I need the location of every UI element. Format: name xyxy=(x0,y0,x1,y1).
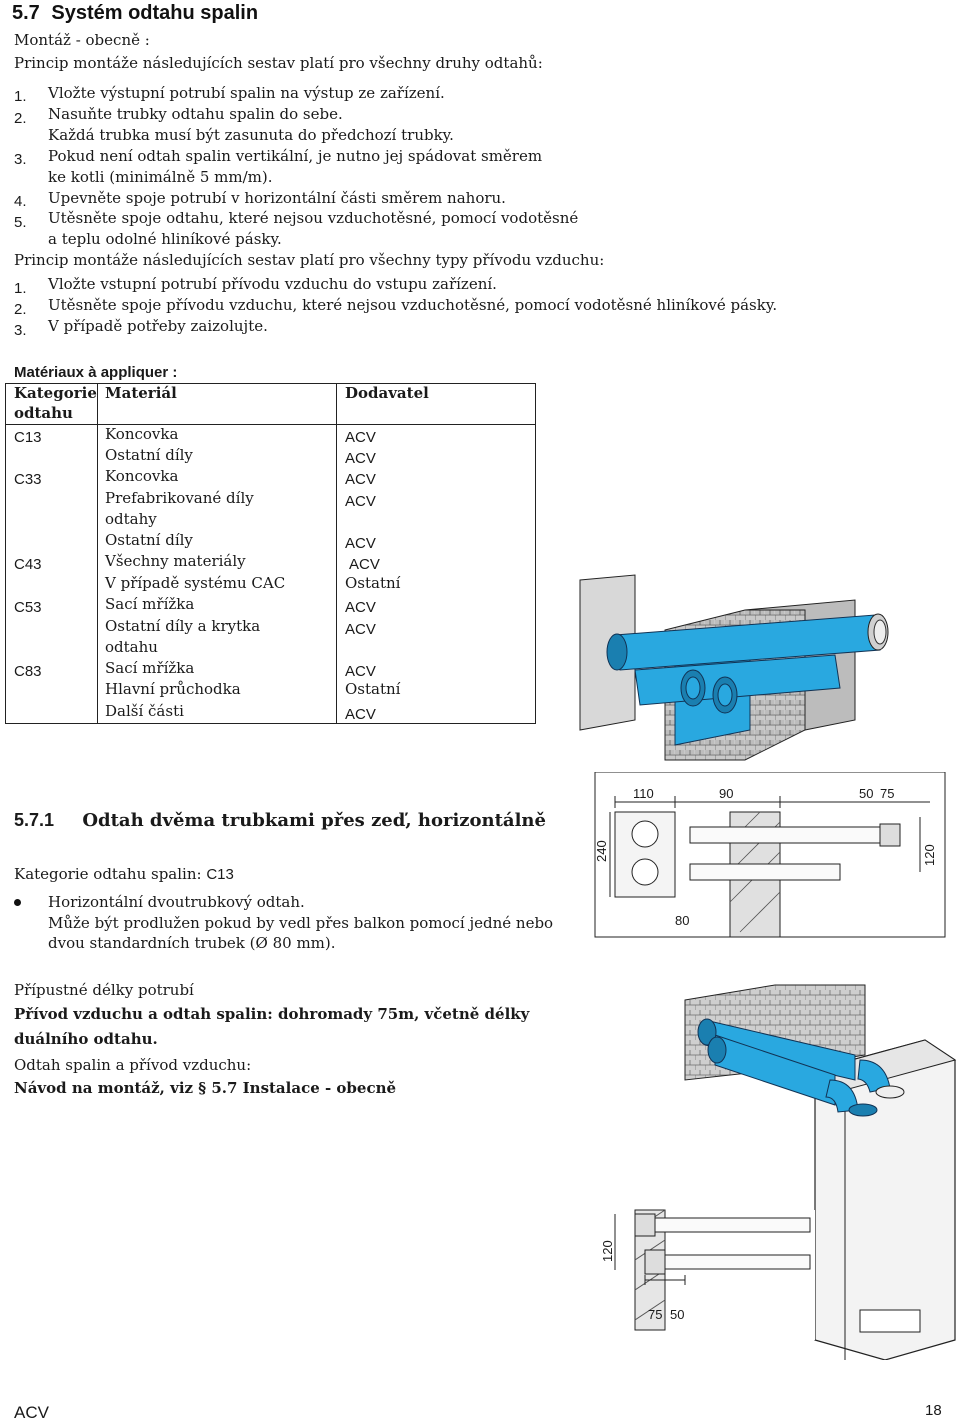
header-category: Kategorie xyxy=(14,384,97,402)
section-number: 5.7 xyxy=(12,2,40,24)
dim-75-bottom: 75 xyxy=(648,1307,663,1322)
table-cell-material: Sací mřížka xyxy=(105,659,195,677)
bullet-line: Horizontální dvoutrubkový odtah. xyxy=(48,893,305,911)
boiler-installation-illustration xyxy=(575,980,960,1360)
step-number: 2. xyxy=(14,110,27,127)
page-number: 18 xyxy=(925,1402,942,1419)
footer-brand: ACV xyxy=(14,1403,49,1422)
section-heading xyxy=(12,2,258,25)
step-number: 1. xyxy=(14,88,27,105)
table-cell-supplier: ACV xyxy=(349,556,380,573)
table-cell-supplier: ACV xyxy=(345,471,376,488)
step-text: Pokud není odtah spalin vertikální, je nutno jej spádovat směrem xyxy=(48,147,543,165)
pipes-through-wall-illustration xyxy=(575,570,960,765)
subsection-number: 5.7.1 xyxy=(14,810,55,830)
header-category-2: odtahu xyxy=(14,404,73,422)
table-cell-category: C53 xyxy=(14,599,42,616)
step-number: 5. xyxy=(14,214,27,231)
header-supplier: Dodavatel xyxy=(345,384,429,402)
table-cell-category: C13 xyxy=(14,429,42,446)
materials-table xyxy=(5,383,536,724)
step-text: V případě potřeby zaizolujte. xyxy=(48,317,268,335)
table-cell-supplier: ACV xyxy=(345,429,376,446)
subsection-title: Odtah dvěma trubkami přes zeď, horizontálně xyxy=(82,810,546,831)
dim-110: 110 xyxy=(633,786,654,801)
table-cell-supplier: ACV xyxy=(345,493,376,510)
category-line xyxy=(14,864,234,885)
dim-90: 90 xyxy=(719,786,734,801)
dim-75: 75 xyxy=(880,786,895,801)
table-cell-material: V případě systému CAC xyxy=(105,574,286,592)
table-cell-category: C83 xyxy=(14,663,42,680)
table-cell-material: Ostatní díly xyxy=(105,446,193,464)
step-text: Vložte vstupní potrubí přívodu vzduchu do vstupu zařízení. xyxy=(48,275,497,293)
step-text: Upevněte spoje potrubí v horizontální části směrem nahoru. xyxy=(48,189,506,207)
table-cell-supplier: ACV xyxy=(345,450,376,467)
dim-120-bottom: 120 xyxy=(600,1240,615,1262)
category-value: C13 xyxy=(206,866,234,883)
step-text: a teplu odolné hliníkové pásky. xyxy=(48,230,282,248)
materials-title: Matériaux à appliquer : xyxy=(14,364,178,381)
table-cell-supplier: ACV xyxy=(345,663,376,680)
step-number: 3. xyxy=(14,151,27,168)
table-cell-category: C33 xyxy=(14,471,42,488)
table-cell-supplier: ACV xyxy=(345,621,376,638)
bullet-icon xyxy=(14,899,21,906)
table-cell-material: Ostatní díly a krytka xyxy=(105,617,261,635)
table-cell-material: odtahy xyxy=(105,510,157,528)
step-number: 4. xyxy=(14,193,27,210)
step-number: 3. xyxy=(14,322,27,339)
table-cell-material: Další části xyxy=(105,702,184,720)
table-cell-material: Koncovka xyxy=(105,467,179,485)
lengths-label: Přípustné délky potrubí xyxy=(14,981,194,999)
table-cell-material: odtahu xyxy=(105,638,158,656)
table-column-divider xyxy=(97,383,98,724)
step-number: 1. xyxy=(14,280,27,297)
step-text: Vložte výstupní potrubí spalin na výstup ze zařízení. xyxy=(48,84,445,102)
table-cell-material: Prefabrikované díly xyxy=(105,489,254,507)
lengths-bold-2: duálního odtahu. xyxy=(14,1030,158,1048)
step-text: ke kotli (minimálně 5 mm/m). xyxy=(48,168,273,186)
dim-50: 50 xyxy=(859,786,874,801)
intro-air: Princip montáže následujících sestav platí pro všechny typy přívodu vzduchu: xyxy=(14,251,605,269)
table-cell-material: Ostatní díly xyxy=(105,531,193,549)
table-cell-material: Hlavní průchodka xyxy=(105,680,241,698)
step-text: Nasuňte trubky odtahu spalin do sebe. xyxy=(48,105,343,123)
flue-air-label: Odtah spalin a přívod vzduchu: xyxy=(14,1056,252,1074)
table-cell-supplier: ACV xyxy=(345,599,376,616)
table-cell-material: Koncovka xyxy=(105,425,179,443)
table-cell-supplier: ACV xyxy=(345,535,376,552)
table-cell-supplier: Ostatní xyxy=(345,680,401,698)
subtitle: Montáž - obecně : xyxy=(14,31,150,49)
table-header-divider xyxy=(5,424,536,425)
table-cell-supplier: ACV xyxy=(345,706,376,723)
bullet-line: dvou standardních trubek (Ø 80 mm). xyxy=(48,934,336,952)
step-text: Utěsněte spoje odtahu, které nejsou vzduchotěsné, pomocí vodotěsné xyxy=(48,209,579,227)
lengths-bold-1: Přívod vzduchu a odtah spalin: dohromady 75m, včetně délky xyxy=(14,1005,530,1023)
step-text: Utěsněte spoje přívodu vzduchu, které nejsou vzduchotěsné, pomocí vodotěsné hliníkové pásky. xyxy=(48,296,778,314)
dim-50-bottom: 50 xyxy=(670,1307,685,1322)
bullet-line: Může být prodlužen pokud by vedl přes balkon pomocí jedné nebo xyxy=(48,914,554,932)
table-cell-material: Sací mřížka xyxy=(105,595,195,613)
table-cell-material: Všechny materiály xyxy=(105,552,246,570)
instructions-ref: Návod na montáž, viz § 5.7 Instalace - obecně xyxy=(14,1079,397,1097)
header-material: Materiál xyxy=(105,384,177,402)
dim-80: 80 xyxy=(675,913,690,928)
step-number: 2. xyxy=(14,301,27,318)
category-label: Kategorie odtahu spalin: xyxy=(14,865,202,883)
table-column-divider xyxy=(336,383,337,724)
table-cell-supplier: Ostatní xyxy=(345,574,401,592)
intro-flue: Princip montáže následujících sestav platí pro všechny druhy odtahů: xyxy=(14,54,543,72)
step-text: Každá trubka musí být zasunuta do předchozí trubky. xyxy=(48,126,454,144)
dim-240: 240 xyxy=(594,840,609,862)
dim-120: 120 xyxy=(922,844,937,866)
section-title: Systém odtahu spalin xyxy=(51,2,259,24)
subsection-heading xyxy=(14,810,546,831)
table-cell-category: C43 xyxy=(14,556,42,573)
